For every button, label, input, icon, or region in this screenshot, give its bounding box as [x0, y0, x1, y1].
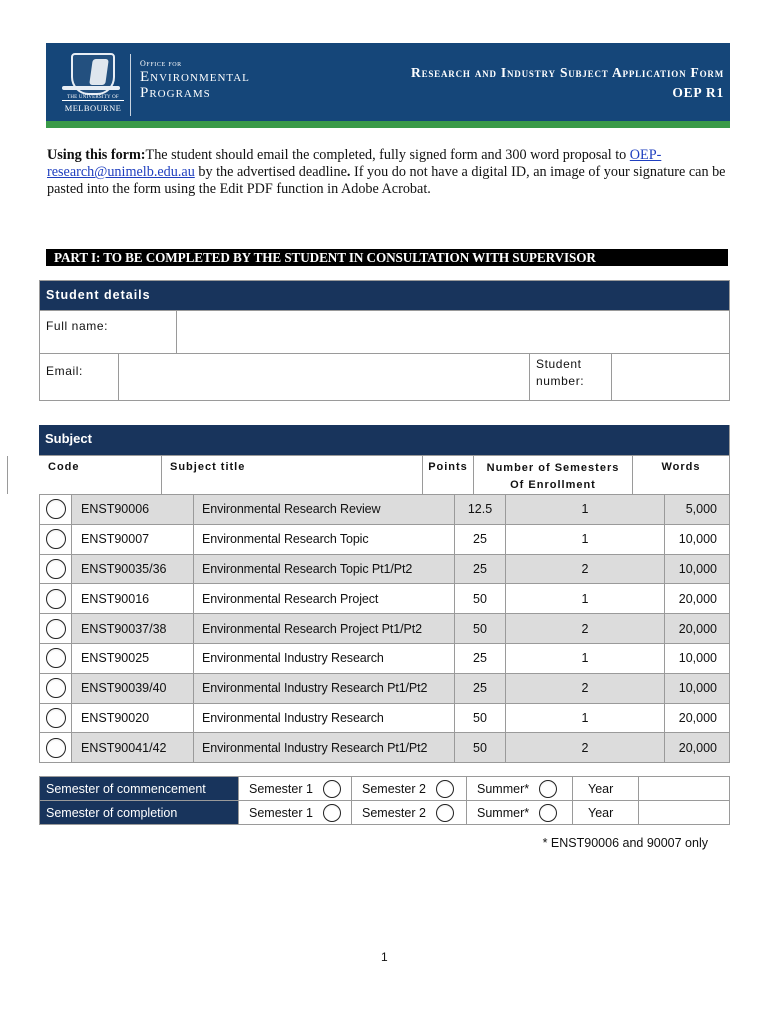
subject-points: 50	[454, 614, 505, 643]
completion-year-label: Year	[572, 801, 638, 824]
completion-year-field[interactable]	[638, 801, 729, 824]
ribbon-icon	[62, 86, 120, 90]
subject-semesters: 1	[505, 495, 664, 524]
semester-table	[39, 776, 730, 825]
subject-radio-button[interactable]	[46, 559, 66, 579]
subject-points: 50	[454, 733, 505, 762]
subject-words: 20,000	[664, 584, 729, 613]
subject-radio-button[interactable]	[46, 499, 66, 519]
subject-points: 50	[454, 704, 505, 733]
subject-title: Environmental Industry Research	[193, 644, 454, 673]
intro-paragraph	[47, 147, 727, 198]
commencement-semester-1-option	[238, 777, 351, 800]
subject-title: Environmental Industry Research	[193, 704, 454, 733]
page-number: 1	[381, 950, 388, 964]
intro-text: The student should email the completed, fully signed form and 300 word proposal to	[145, 147, 630, 163]
office-line-2: Environmental	[140, 69, 250, 85]
table-row	[39, 583, 729, 613]
semester-completion-label: Semester of completion	[40, 801, 238, 824]
form-code: OEP R1	[672, 85, 724, 100]
table-row	[39, 613, 729, 643]
subject-table	[39, 425, 730, 763]
office-line-1: Office for	[140, 59, 182, 68]
subject-code: ENST90016	[71, 584, 193, 613]
completion-semester-2-option	[351, 801, 466, 824]
subject-title: Environmental Research Project Pt1/Pt2	[193, 614, 454, 643]
completion-semester-1-option	[238, 801, 351, 824]
university-logo	[62, 50, 124, 114]
office-name	[140, 59, 250, 101]
commencement-semester-2-radio[interactable]	[436, 780, 454, 798]
subject-heading: Subject	[39, 425, 729, 455]
completion-semester-1-radio[interactable]	[323, 804, 341, 822]
subject-points: 12.5	[454, 495, 505, 524]
subject-semesters: 1	[505, 525, 664, 554]
email-field[interactable]	[118, 354, 529, 400]
subject-words: 20,000	[664, 614, 729, 643]
logo-divider	[130, 54, 131, 116]
table-row	[39, 643, 729, 673]
commencement-semester-2-option	[351, 777, 466, 800]
commencement-year-label: Year	[572, 777, 638, 800]
subject-words: 5,000	[664, 495, 729, 524]
student-details-table	[39, 280, 730, 401]
subject-title: Environmental Research Project	[193, 584, 454, 613]
subject-semesters: 2	[505, 555, 664, 584]
column-header-semesters-line-1: Number of Semesters	[486, 462, 620, 474]
table-row	[39, 673, 729, 703]
email-row	[40, 353, 729, 400]
table-row	[39, 524, 729, 554]
subject-words: 10,000	[664, 644, 729, 673]
part-1-heading: PART I: TO BE COMPLETED BY THE STUDENT IN CONSULTATION WITH SUPERVISOR	[46, 249, 728, 266]
subject-radio-button[interactable]	[46, 529, 66, 549]
summer-footnote: * ENST90006 and 90007 only	[542, 836, 708, 850]
student-number-label-line-1: Student	[536, 357, 582, 371]
subject-semesters: 1	[505, 584, 664, 613]
option-label: Semester 2	[362, 805, 426, 820]
subject-words: 10,000	[664, 555, 729, 584]
subject-code: ENST90041/42	[71, 733, 193, 762]
student-number-field[interactable]	[611, 354, 729, 400]
completion-summer-option	[466, 801, 572, 824]
subject-table-header	[39, 455, 729, 494]
completion-summer-radio[interactable]	[539, 804, 557, 822]
subject-semesters: 1	[505, 704, 664, 733]
form-title: Research and Industry Subject Application Form	[411, 65, 724, 80]
subject-semesters: 1	[505, 644, 664, 673]
subject-words: 20,000	[664, 704, 729, 733]
option-label: Semester 2	[362, 781, 426, 796]
subject-semesters: 2	[505, 733, 664, 762]
student-number-label	[529, 354, 611, 400]
university-name-small: THE UNIVERSITY OF	[62, 95, 124, 101]
table-row	[39, 732, 729, 762]
subject-code: ENST90037/38	[71, 614, 193, 643]
commencement-year-field[interactable]	[638, 777, 729, 800]
subject-words: 20,000	[664, 733, 729, 762]
commencement-summer-option	[466, 777, 572, 800]
column-header-title: Subject title	[161, 456, 422, 494]
option-label: Semester 1	[249, 805, 313, 820]
subject-radio-button[interactable]	[46, 619, 66, 639]
student-number-label-line-2: number:	[536, 374, 585, 388]
column-header-points: Points	[422, 456, 473, 494]
subject-code: ENST90039/40	[71, 674, 193, 703]
subject-radio-button[interactable]	[46, 648, 66, 668]
commencement-semester-1-radio[interactable]	[323, 780, 341, 798]
subject-title: Environmental Research Topic Pt1/Pt2	[193, 555, 454, 584]
table-row	[39, 703, 729, 733]
subject-title: Environmental Industry Research Pt1/Pt2	[193, 733, 454, 762]
university-name: MELBOURNE	[64, 103, 122, 113]
subject-points: 25	[454, 555, 505, 584]
option-label: Summer*	[477, 781, 530, 796]
subject-title: Environmental Industry Research Pt1/Pt2	[193, 674, 454, 703]
table-row	[39, 494, 729, 524]
email-label: Email:	[46, 364, 83, 378]
subject-words: 10,000	[664, 674, 729, 703]
full-name-row	[40, 310, 729, 353]
email-link[interactable]: OEP-research@unimelb.edu.au	[47, 147, 662, 180]
semester-commencement-row	[40, 777, 729, 800]
office-line-3: Programs	[140, 85, 211, 101]
semester-commencement-label: Semester of commencement	[40, 777, 238, 800]
subject-title: Environmental Research Topic	[193, 525, 454, 554]
subject-radio-button[interactable]	[46, 678, 66, 698]
subject-points: 25	[454, 674, 505, 703]
subject-semesters: 2	[505, 674, 664, 703]
subject-code: ENST90007	[71, 525, 193, 554]
column-header-code: Code	[7, 456, 161, 494]
intro-period: .	[346, 164, 351, 180]
column-header-semesters-line-2: Of Enrollment	[510, 479, 596, 491]
table-row	[39, 554, 729, 584]
intro-lead: Using this form:	[47, 147, 146, 163]
subject-words: 10,000	[664, 525, 729, 554]
subject-radio-button[interactable]	[46, 708, 66, 728]
subject-code: ENST90025	[71, 644, 193, 673]
header-accent-bar	[46, 121, 730, 128]
subject-code: ENST90006	[71, 495, 193, 524]
column-header-words: Words	[632, 456, 729, 494]
intro-text-2: by the advertised deadline	[194, 164, 347, 180]
subject-title: Environmental Research Review	[193, 495, 454, 524]
full-name-label: Full name:	[46, 319, 109, 333]
intro-text-3: If you do not have a digital ID, an image of your signature can be pasted into the form using the Edit PDF function in Adobe Acrobat.	[47, 164, 726, 197]
subject-points: 25	[454, 525, 505, 554]
subject-points: 25	[454, 644, 505, 673]
commencement-summer-radio[interactable]	[539, 780, 557, 798]
subject-points: 50	[454, 584, 505, 613]
subject-code: ENST90035/36	[71, 555, 193, 584]
option-label: Summer*	[477, 805, 530, 820]
column-header-semesters	[473, 456, 632, 494]
subject-radio-button[interactable]	[46, 738, 66, 758]
completion-semester-2-radio[interactable]	[436, 804, 454, 822]
student-details-heading: Student details	[40, 281, 729, 310]
full-name-field[interactable]	[176, 311, 729, 353]
semester-completion-row	[40, 800, 729, 824]
option-label: Semester 1	[249, 781, 313, 796]
subject-code: ENST90020	[71, 704, 193, 733]
subject-semesters: 2	[505, 614, 664, 643]
subject-radio-button[interactable]	[46, 589, 66, 609]
